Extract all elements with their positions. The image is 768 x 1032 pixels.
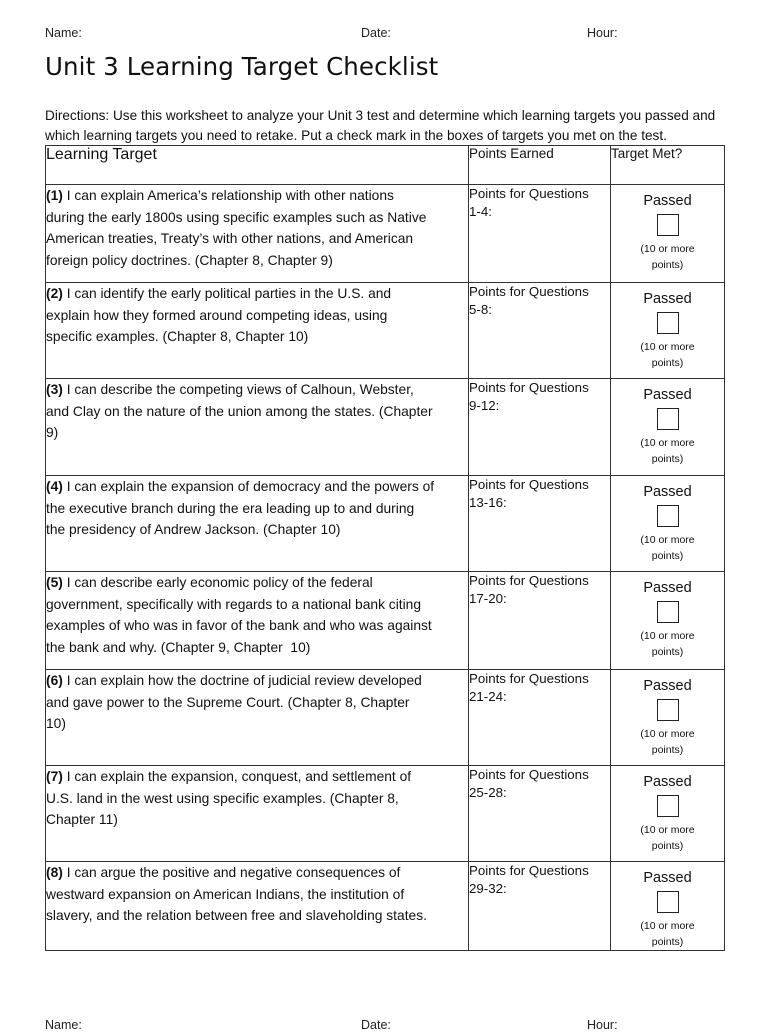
target-met-checkbox[interactable] (657, 312, 679, 334)
learning-target-line (46, 228, 468, 250)
name-label: Name: (45, 26, 82, 40)
learning-target-line (46, 884, 468, 906)
target-text: examples of who was in favor of the bank and who was against (46, 618, 432, 633)
learning-target-line (46, 401, 468, 423)
learning-target-cell (46, 670, 469, 766)
learning-target-cell (46, 185, 469, 283)
target-text: American treaties, Treaty’s with other nations, and American (46, 231, 414, 246)
target-met-cell (611, 476, 725, 572)
learning-target-cell (46, 862, 469, 951)
target-text: explain how they formed around competing ideas, using (46, 307, 388, 323)
passed-label: Passed (643, 678, 692, 694)
points-earned-cell[interactable] (469, 283, 611, 379)
column-header-target-met: Target Met? (611, 146, 725, 185)
directions-line: Directions: Use this worksheet to analyze your Unit 3 test and determine which learning targets you passed and (45, 108, 716, 123)
learning-target-line (46, 637, 468, 659)
points-threshold-note (640, 918, 694, 950)
target-met-checkbox[interactable] (657, 891, 679, 913)
target-text: government, specifically with regards to a national bank citing (46, 596, 422, 612)
points-label: 29-32: (469, 881, 507, 896)
learning-target-line (46, 905, 468, 927)
points-earned-cell[interactable] (469, 572, 611, 670)
note-line: (10 or more (640, 437, 695, 449)
passed-label: Passed (643, 580, 692, 596)
target-number: (6) (46, 673, 63, 688)
target-number: (5) (46, 575, 63, 590)
note-line: (10 or more (640, 534, 695, 546)
note-line: points) (651, 840, 684, 852)
target-met-checkbox[interactable] (657, 699, 679, 721)
target-text: the bank and why. (Chapter 9, Chapter 10) (46, 639, 311, 655)
points-label: 21-24: (469, 689, 507, 704)
target-text: and gave power to the Supreme Court. (Chapter 8, Chapter (46, 694, 410, 710)
learning-target-cell (46, 379, 469, 476)
target-text: I can describe early economic policy of the federal (62, 575, 373, 590)
points-threshold-note (640, 628, 694, 660)
table-row (46, 670, 725, 766)
passed-label: Passed (643, 193, 692, 209)
footer-hour-label: Hour: (587, 1018, 618, 1032)
directions-line: which learning targets you need to retake. Put a check mark in the boxes of targets you met on the test. (45, 127, 667, 143)
passed-label: Passed (643, 387, 692, 403)
learning-target-line (46, 809, 468, 831)
points-earned-cell[interactable] (469, 185, 611, 283)
target-number: (3) (46, 382, 63, 397)
directions (45, 106, 750, 145)
target-met-cell (611, 283, 725, 379)
footer-name-label: Name: (45, 1018, 82, 1032)
page-title: Unit 3 Learning Target Checklist (45, 52, 439, 81)
points-earned-cell[interactable] (469, 862, 611, 951)
target-text: the presidency of Andrew Jackson. (Chapter 10) (46, 522, 341, 537)
target-text: during the early 1800s using specific examples such as Native (46, 209, 427, 225)
note-line: points) (651, 646, 684, 658)
target-met-checkbox[interactable] (657, 214, 679, 236)
table-row (46, 766, 725, 862)
target-text: I can explain the expansion, conquest, and settlement of (62, 769, 412, 784)
points-earned-cell[interactable] (469, 379, 611, 476)
points-label: Points for Questions (469, 671, 589, 686)
table-header-row (46, 146, 725, 185)
learning-target-line (46, 207, 468, 229)
passed-label: Passed (643, 870, 692, 886)
target-text: foreign policy doctrines. (Chapter 8, Chapter 9) (46, 252, 333, 268)
points-label: 1-4: (469, 204, 492, 219)
footer-date-label: Date: (361, 1018, 391, 1032)
table-row (46, 476, 725, 572)
points-threshold-note (640, 339, 694, 371)
learning-target-line (46, 305, 468, 327)
learning-target-cell (46, 766, 469, 862)
table-row (46, 379, 725, 476)
target-text: I can identify the early political parties in the U.S. and (62, 286, 392, 301)
target-met-cell (611, 572, 725, 670)
target-number: (2) (46, 286, 63, 301)
table-row (46, 283, 725, 379)
target-text: westward expansion on American Indians, the institution of (46, 886, 405, 902)
note-line: (10 or more (640, 630, 695, 642)
target-text: U.S. land in the west using specific examples. (Chapter 8, (46, 790, 399, 806)
points-label: 17-20: (469, 591, 507, 606)
learning-target-line (46, 788, 468, 810)
target-number: (8) (46, 865, 63, 880)
target-met-cell (611, 766, 725, 862)
column-header-learning-target: Learning Target (46, 146, 469, 185)
note-line: (10 or more (640, 243, 695, 255)
points-label: Points for Questions (469, 477, 589, 492)
target-text: I can explain how the doctrine of judicial review developed (62, 673, 422, 688)
learning-target-line (46, 498, 468, 520)
target-met-checkbox[interactable] (657, 601, 679, 623)
points-label: Points for Questions (469, 186, 589, 201)
learning-target-line (46, 283, 468, 305)
points-threshold-note (640, 435, 694, 467)
target-met-cell (611, 670, 725, 766)
points-label: 13-16: (469, 495, 507, 510)
column-header-points-earned: Points Earned (469, 146, 611, 185)
target-number: (4) (46, 479, 63, 494)
target-text: I can explain America’s relationship with other nations (62, 188, 394, 203)
learning-target-line (46, 572, 468, 594)
target-number: (7) (46, 769, 63, 784)
note-line: (10 or more (640, 728, 695, 740)
points-label: 9-12: (469, 398, 500, 413)
target-met-checkbox[interactable] (657, 505, 679, 527)
target-text: the executive branch during the era leading up to and during (46, 500, 415, 516)
target-text: specific examples. (Chapter 8, Chapter 10) (46, 329, 309, 344)
learning-target-line (46, 476, 468, 498)
passed-label: Passed (643, 291, 692, 307)
learning-target-line (46, 766, 468, 788)
table-row (46, 862, 725, 951)
target-text: slavery, and the relation between free and slaveholding states. (46, 908, 427, 923)
learning-target-line (46, 862, 468, 884)
target-text: I can explain the expansion of democracy and the powers of (62, 479, 435, 494)
learning-target-cell (46, 476, 469, 572)
target-text: and Clay on the nature of the union among the states. (Chapter (46, 403, 433, 419)
points-threshold-note (640, 726, 694, 758)
points-label: Points for Questions (469, 863, 589, 878)
learning-target-line (46, 594, 468, 616)
checklist-table (45, 145, 725, 951)
note-line: (10 or more (640, 824, 695, 836)
target-met-checkbox[interactable] (657, 795, 679, 817)
note-line: points) (651, 453, 684, 465)
target-number: (1) (46, 188, 63, 203)
note-line: (10 or more (640, 341, 695, 353)
points-label: Points for Questions (469, 573, 589, 588)
target-met-checkbox[interactable] (657, 408, 679, 430)
target-text: I can argue the positive and negative consequences of (62, 865, 401, 880)
learning-target-line (46, 422, 468, 444)
learning-target-line (46, 615, 468, 637)
points-earned-cell[interactable] (469, 476, 611, 572)
points-label: 5-8: (469, 302, 492, 317)
target-met-cell (611, 185, 725, 283)
target-met-cell (611, 862, 725, 951)
target-text: Chapter 11) (46, 812, 118, 827)
learning-target-line (46, 185, 468, 207)
target-text: 10) (46, 716, 66, 731)
target-text: I can describe the competing views of Calhoun, Webster, (62, 382, 414, 397)
note-line: points) (651, 744, 684, 756)
points-earned-cell[interactable] (469, 766, 611, 862)
points-earned-cell[interactable] (469, 670, 611, 766)
points-threshold-note (640, 822, 694, 854)
points-label: Points for Questions (469, 767, 589, 782)
note-line: points) (651, 550, 684, 562)
target-text: 9) (46, 425, 59, 440)
points-label: Points for Questions (469, 284, 589, 299)
learning-target-line (46, 713, 468, 735)
learning-target-line (46, 519, 468, 541)
table-row (46, 572, 725, 670)
points-threshold-note (640, 241, 694, 273)
target-met-cell (611, 379, 725, 476)
learning-target-line (46, 670, 468, 692)
points-label: Points for Questions (469, 380, 589, 395)
note-line: (10 or more (640, 920, 695, 932)
date-label: Date: (361, 26, 391, 40)
learning-target-line (46, 250, 468, 272)
note-line: points) (651, 357, 684, 369)
note-line: points) (651, 259, 684, 271)
points-label: 25-28: (469, 785, 507, 800)
learning-target-line (46, 326, 468, 348)
points-threshold-note (640, 532, 694, 564)
learning-target-cell (46, 572, 469, 670)
learning-target-cell (46, 283, 469, 379)
note-line: points) (651, 936, 684, 948)
passed-label: Passed (643, 774, 692, 790)
passed-label: Passed (643, 484, 692, 500)
learning-target-line (46, 692, 468, 714)
table-row (46, 185, 725, 283)
hour-label: Hour: (587, 26, 618, 40)
learning-target-line (46, 379, 468, 401)
